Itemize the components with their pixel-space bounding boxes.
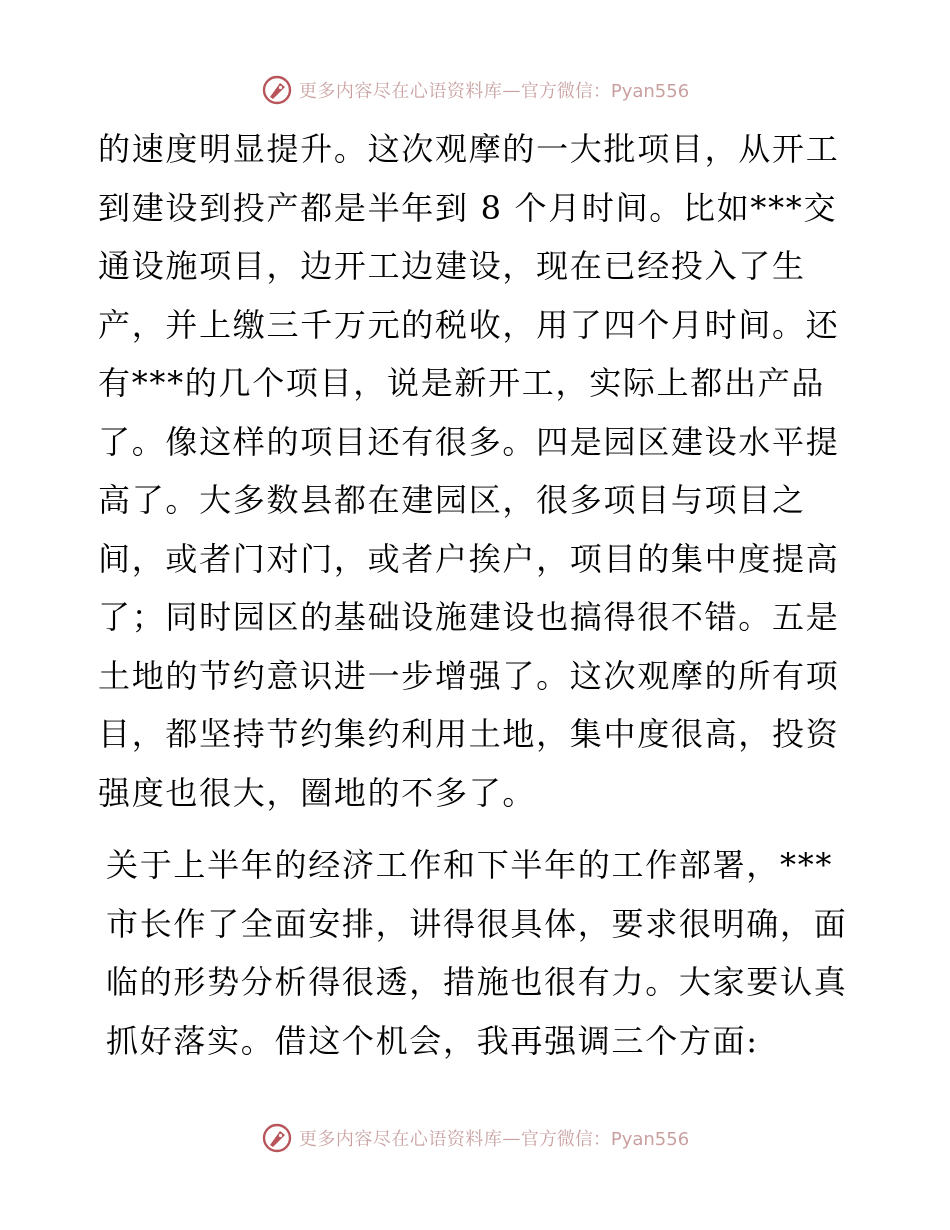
watermark-primary-text: 更多内容尽在心语资料库 <box>298 81 503 102</box>
document-body <box>98 120 850 1070</box>
text-line: 了。像这样的项目还有很多。四是园区建设水平提 <box>98 422 840 461</box>
text-line: 通设施项目，边开工边建设，现在已经投入了生 <box>98 247 806 285</box>
text-line: 目，都坚持节约集约利用土地，集中度很高，投资 <box>98 715 840 753</box>
text-line: 间，或者门对门，或者户挨户，项目的集中度提高 <box>98 539 840 578</box>
pen-nib-circle-icon <box>261 1122 293 1154</box>
text-line: 市长作了全面安排，讲得很具体，要求很明确，面 <box>106 904 848 943</box>
watermark-primary-text: 更多内容尽在心语资料库 <box>298 1129 503 1150</box>
text-line: 的速度明显提升。这次观摩的一大批项目，从开工 <box>98 130 840 168</box>
text-line: 到建设到投产都是半年到 8 个月时间。比如***交 <box>98 188 838 227</box>
text-line: 产，并上缴三千万元的税收，用了四个月时间。还 <box>98 305 840 344</box>
paragraph-1 <box>98 120 850 822</box>
watermark-secondary-text: 官方微信：Pyan556 <box>520 1129 690 1150</box>
watermark-separator: — <box>502 79 521 101</box>
text-line: 土地的节约意识进一步增强了。这次观摩的所有项 <box>98 656 840 695</box>
text-line: 了；同时园区的基础设施建设也搞得很不错。五是 <box>98 598 840 636</box>
watermark-secondary-text: 官方微信：Pyan556 <box>520 81 690 102</box>
header-watermark <box>0 70 950 110</box>
text-line: 强度也很大，圈地的不多了。 <box>98 773 537 812</box>
text-line: 临的形势分析得很透，措施也很有力。大家要认真 <box>106 963 848 1001</box>
footer-watermark <box>0 1118 950 1158</box>
text-line: 有***的几个项目，说是新开工，实际上都出产品 <box>98 364 826 402</box>
text-line: 关于上半年的经济工作和下半年的工作部署，*** <box>106 846 834 884</box>
pen-nib-circle-icon <box>261 74 293 106</box>
text-line: 高了。大多数县都在建园区，很多项目与项目之 <box>98 481 806 519</box>
watermark-separator: — <box>502 1127 521 1149</box>
paragraph-2 <box>98 836 850 1070</box>
text-line: 抓好落实。借这个机会，我再强调三个方面: <box>106 1021 759 1060</box>
